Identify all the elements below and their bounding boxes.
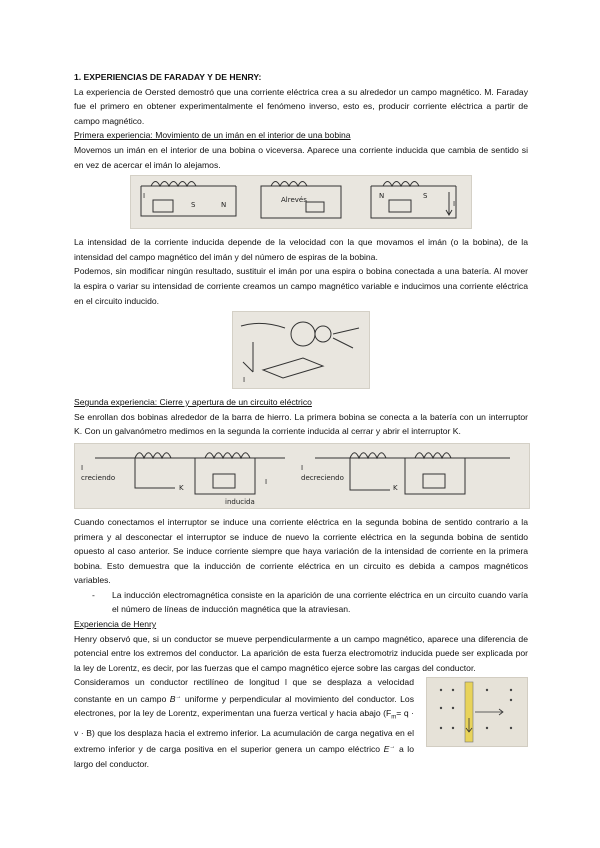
fig3-label-inducida: inducida xyxy=(225,497,255,506)
henry-conductor-sketch xyxy=(427,678,527,746)
fig1-label-n2: N xyxy=(379,192,385,201)
fig1-label-s2: S xyxy=(423,192,428,201)
section-heading: 1. EXPERIENCIAS DE FARADAY Y DE HENRY: xyxy=(74,72,262,82)
exp2-paragraph-1: Se enrollan dos bobinas alrededor de la barra de hierro. La primera bobina se conecta a la batería con un interruptor K. Con un galvanómetro medimos en la segunda la corriente inducida al cerrar y abrir el interruptor K. xyxy=(74,411,528,437)
henry-figure xyxy=(426,677,528,747)
exp1-paragraph-2: La intensidad de la corriente inducida depende de la velocidad con la que movamos el imán (o la bobina), de la intensidad del campo magnético del imán y del número de espiras de la bobina. xyxy=(74,237,528,262)
henry-text-with-figure xyxy=(74,675,528,771)
exp1-figure-coils xyxy=(130,175,472,229)
fig3-label-i: I xyxy=(81,463,84,472)
exp2-bullet-text: La inducción electromagnética consiste en la aparición de una corriente eléctrica en un circuito cuando varía el número de líneas de inducción magnética que la atraviesan. xyxy=(112,589,528,615)
b-vector-arrow: → xyxy=(175,694,182,701)
fig3-label-k: K xyxy=(179,483,184,492)
fig1-label-alreves: Alrevés xyxy=(281,196,307,205)
b-field-symbol: B xyxy=(169,693,176,704)
fig3-label-k2: K xyxy=(393,483,398,492)
henry-paragraph-2 xyxy=(74,675,414,771)
fig1-label-s: S xyxy=(191,201,196,210)
exp2-title: Segunda experiencia: Cierre y apertura de un circuito eléctrico xyxy=(74,397,312,408)
fig2-label-i: I xyxy=(243,376,246,385)
fig1-label-i: I xyxy=(143,192,146,201)
intro-paragraph: La experiencia de Oersted demostró que una corriente eléctrica crea a su alrededor un campo magnético. M. Faraday fue el primero en obtener experimentalmente el fenómeno inverso, esto es, producir corriente eléctrica a partir de campo magnético. xyxy=(74,86,528,126)
exp2-bullet xyxy=(74,588,528,617)
exp2-figure-coils xyxy=(74,443,530,509)
exp2-coils-sketch xyxy=(75,444,529,508)
exp1-coils-sketch xyxy=(131,176,471,228)
e-field-symbol: E xyxy=(383,744,390,755)
fig1-label-n: N xyxy=(221,201,227,210)
henry-p2-part-b: uniforme y perpendicular al movimiento del conductor. Los electrones, por la ley de Lorentz, experimentan una fuerza vertical y hacia abajo (F xyxy=(74,693,415,719)
henry-p2-part-c: = q · v · B) que los desplaza hacia el extremo inferior. La acumulación de carga negativa en el extremo inferior y de carga positiva en el superior genera un campo eléctrico xyxy=(74,708,415,755)
henry-paragraph-1: Henry observó que, si un conductor se mueve perpendicularmente a un campo magnético, aparece una diferencia de potencial entre los extremos del conductor. La aparición de esta fuerza electromotriz inducida puede ser explicada por la ley de Lorentz, es decir, por las fuerzas que el campo magnético ejerce sobre las cargas del conductor. xyxy=(74,633,528,673)
exp1-paragraph-1: Movemos un imán en el interior de una bobina o viceversa. Aparece una corriente inducida que cambia de sentido si en vez de acercar el imán lo alejamos. xyxy=(74,144,528,170)
exp1-loop-sketch xyxy=(233,312,369,388)
fig3-label-i2: I xyxy=(265,477,268,486)
exp1-figure-loop xyxy=(232,311,370,389)
fig3-label-creciendo: creciendo xyxy=(81,473,116,482)
fig3-label-decreciendo: decreciendo xyxy=(301,473,344,482)
henry-title: Experiencia de Henry xyxy=(74,619,157,630)
exp1-title: Primera experiencia: Movimiento de un imán en el interior de una bobina xyxy=(74,130,351,141)
henry-p2-part-a: Consideramos un conductor rectilíneo de longitud l que se desplaza a velocidad constante en un campo xyxy=(74,677,414,704)
force-subscript: m xyxy=(391,715,397,722)
document-page xyxy=(74,70,528,771)
exp2-paragraph-2: Cuando conectamos el interruptor se induce una corriente eléctrica en la segunda bobina de sentido contrario a la primera y al desconectar el interruptor se induce de nuevo la corriente eléctrica en la segunda bobina de sentido opuesto al caso anterior. Se induce corriente siempre que haya variación de la intensidad de corriente en la primera bobina. Esto demuestra que la inducción de corriente eléctrica en un circuito es debida a campos magnéticos variables. xyxy=(74,516,528,586)
bullet-dash: - xyxy=(92,589,95,600)
exp1-paragraph-3: Podemos, sin modificar ningún resultado, sustituir el imán por una espira o bobina conectada a una batería. Al mover la espira o variar su intensidad de corriente creamos un campo magnético variable e inducimos una corriente eléctrica en el circuito inducido. xyxy=(74,266,528,306)
henry-p2-part-d: a lo largo del conductor. xyxy=(74,744,414,769)
fig1-label-i2: I xyxy=(453,200,456,209)
fig3-label-i3: I xyxy=(301,463,304,472)
e-vector-arrow: → xyxy=(389,744,396,751)
